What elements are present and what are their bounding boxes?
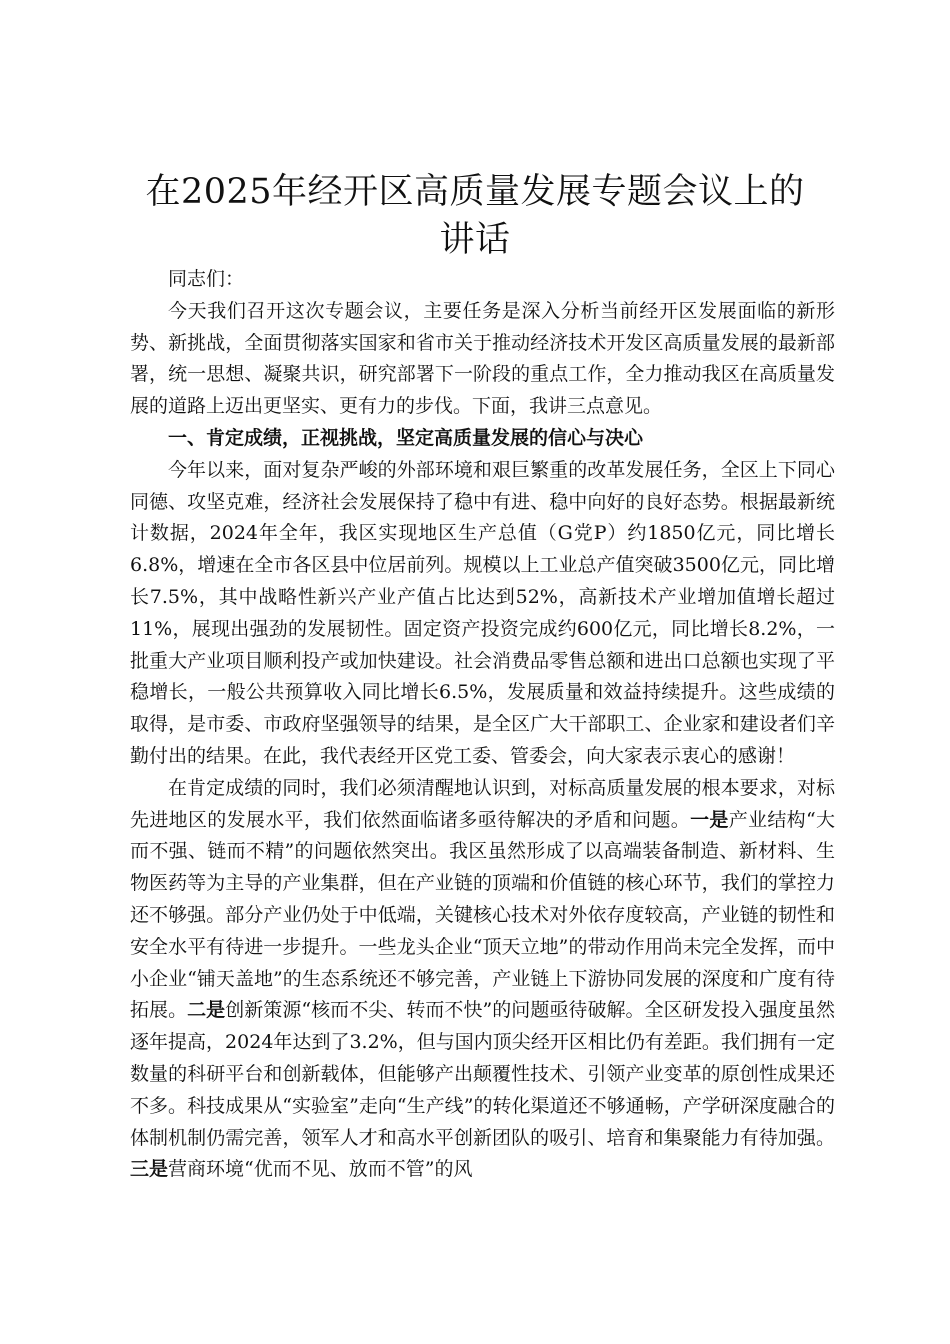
document-title: 在2025年经开区高质量发展专题会议上的讲话 xyxy=(145,172,805,260)
point-text-2: 创新策源“核而不尖、转而不快”的问题亟待破解。全区研发投入强度虽然逐年提高，2024年达到了3.2%，但与国内顶尖经开区相比仍有差距。我们拥有一定数量的科研平台和创新载体，但能够产出颠覆性技术、引领产业变革的原创性成果还不多。科技成果从“实验室”走向“生产线”的转化渠道还不够通畅，产学研深度融合的体制机制仍需完善，领军人才和高水平创新团队的吸引、培育和集聚能力有待加强。 xyxy=(130,999,835,1149)
salutation: 同志们： xyxy=(168,268,245,290)
section1-paragraph-2 xyxy=(130,773,835,1186)
point-text-1: 产业结构“大而不强、链而不精”的问题依然突出。我区虽然形成了以高端装备制造、新材料、生物医药等为主导的产业集群，但在产业链的顶端和价值链的核心环节，我们的掌控力还不够强。部分产业仍处于中低端，关键核心技术对外依存度较高，产业链的韧性和安全水平有待进一步提升。一些龙头企业“顶天立地”的带动作用尚未完全发挥，而中小企业“铺天盖地”的生态系统还不够完善，产业链上下游协同发展的深度和广度有待拓展。 xyxy=(130,808,835,1022)
intro-paragraph: 今天我们召开这次专题会议，主要任务是深入分析当前经开区发展面临的新形势、新挑战，全面贯彻落实国家和省市关于推动经济技术开发区高质量发展的最新部署，统一思想、凝聚共识，研究部署下一阶段的重点工作，全力推动我区在高质量发展的道路上迈出更坚实、更有力的步伐。下面，我讲三点意见。 xyxy=(130,299,835,418)
document-body xyxy=(130,264,835,1186)
paragraph-lead: 在肯定成绩的同时，我们必须清醒地认识到，对标高质量发展的根本要求，对标先进地区的发展水平，我们依然面临诸多亟待解决的矛盾和问题。 xyxy=(130,776,835,831)
point-marker-1: 一是 xyxy=(690,808,729,831)
section1-paragraph-1: 今年以来，面对复杂严峻的外部环境和艰巨繁重的改革发展任务，全区上下同心同德、攻坚克难，经济社会发展保持了稳中有进、稳中向好的良好态势。根据最新统计数据，2024年全年，我区实现地区生产总值（G党P）约1850亿元，同比增长6.8%，增速在全市各区县中位居前列。规模以上工业总产值突破3500亿元，同比增长7.5%，其中战略性新兴产业产值占比达到52%，高新技术产业增加值增长超过11%，展现出强劲的发展韧性。固定资产投资完成约600亿元，同比增长8.2%，一批重大产业项目顺利投产或加快建设。社会消费品零售总额和进出口总额也实现了平稳增长，一般公共预算收入同比增长6.5%，发展质量和效益持续提升。这些成绩的取得，是市委、市政府坚强领导的结果，是全区广大干部职工、企业家和建设者们辛勤付出的结果。在此，我代表经开区党工委、管委会，向大家表示衷心的感谢！ xyxy=(130,458,835,767)
point-text-3: 营商环境“优而不见、放而不管”的风 xyxy=(168,1158,473,1181)
point-marker-3: 三是 xyxy=(130,1158,169,1181)
point-marker-2: 二是 xyxy=(187,999,226,1022)
section-heading-1: 一、肯定成绩，正视挑战，坚定高质量发展的信心与决心 xyxy=(168,426,644,449)
